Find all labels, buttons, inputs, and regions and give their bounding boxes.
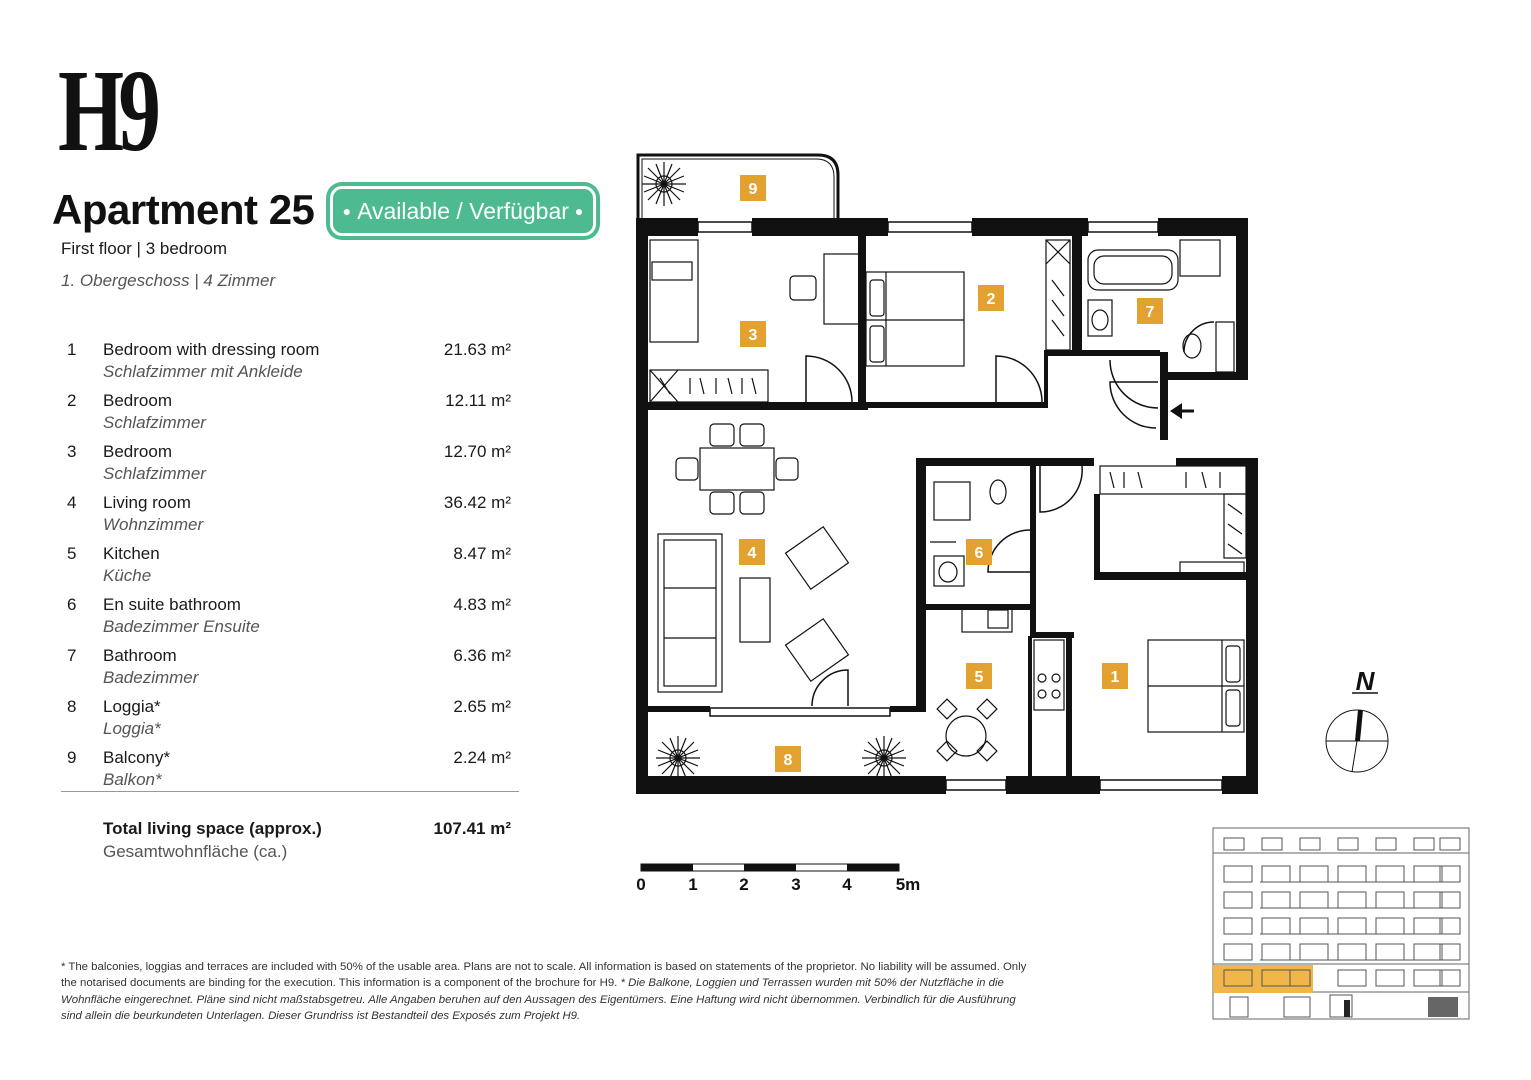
footnote-de: * Die Balkone, Loggien und Terrassen wurden mit 50% der Nutzfläche in die Wohnfläche eingerechnet. Pläne sind nicht maßstabsgetreu. Alle Angaben beruhen auf den Aussagen des Eigentümers. Eine Haftung wird nicht übernommen. Verbindlich für die Ausführung sind allein die beurkundeten Unterlagen. Dieser Grundriss ist Bestandteil des Exposés zum Projekt H9. — [61, 977, 1016, 1022]
room-label-text: 6 — [974, 545, 984, 562]
room-name-de: Wohnzimmer — [103, 515, 204, 534]
room-number: 5 — [67, 544, 77, 563]
total-label-en: Total living space (approx.) — [103, 819, 322, 838]
room-label-2 — [978, 285, 1004, 311]
room-area: 12.11 m² — [445, 391, 511, 410]
room-list — [61, 340, 519, 799]
scale-tick-label: 3 — [791, 875, 801, 894]
balcony-9 — [638, 155, 838, 218]
room-label-text: 5 — [974, 669, 984, 686]
room-name-de: Badezimmer Ensuite — [103, 617, 260, 636]
footnote — [61, 959, 1031, 1024]
building-facade-thumbnail — [1208, 824, 1474, 1024]
room-number: 1 — [67, 340, 77, 359]
list-item — [61, 493, 519, 544]
scale-bar — [630, 858, 940, 900]
room-name-en: En suite bathroom — [103, 595, 241, 614]
room-label-9 — [740, 175, 766, 201]
room-label-7 — [1137, 298, 1163, 324]
room-label-8 — [775, 746, 801, 772]
room-label-3 — [740, 321, 766, 347]
room-area: 12.70 m² — [443, 442, 511, 461]
room-name-de: Badezimmer — [103, 668, 199, 687]
dot-icon: ● — [342, 203, 352, 219]
room-number: 6 — [67, 595, 77, 614]
room-name-en: Bedroom with dressing room — [103, 340, 320, 359]
footnote-en: * The balconies, loggias and terraces are included with 50% of the usable area. Plans are not to scale. All information is based on statements of the proprietor. No liability will be assumed. Only the notarised documents are binding for the execution. This information is a component of the brochure for H9. — [61, 961, 1027, 990]
room-name-de: Küche — [103, 566, 152, 585]
north-label: N — [1355, 666, 1375, 696]
room-name-en: Kitchen — [103, 544, 160, 563]
status-label: Available / Verfügbar — [357, 197, 569, 224]
list-item — [61, 646, 519, 697]
room-label-text: 2 — [986, 291, 996, 308]
scale-tick-label: 2 — [739, 875, 749, 894]
room-name-en: Bathroom — [103, 646, 177, 665]
room-label-text: 8 — [783, 752, 793, 769]
scale-tick-label: 5m — [895, 875, 921, 894]
room-number: 9 — [67, 748, 77, 767]
list-item — [61, 340, 519, 391]
list-item — [61, 391, 519, 442]
list-item — [61, 442, 519, 493]
room-label-text: 1 — [1110, 669, 1120, 686]
dot-icon: ● — [574, 203, 584, 219]
room-area: 2.24 m² — [453, 748, 511, 767]
room-area: 8.47 m² — [453, 544, 511, 563]
room-name-en: Living room — [103, 493, 191, 512]
room-number: 3 — [67, 442, 77, 461]
room-number: 7 — [67, 646, 77, 665]
room-name-en: Balcony* — [103, 748, 171, 767]
room-label-text: 3 — [748, 327, 758, 344]
room-area: 4.83 m² — [453, 595, 511, 614]
room-number: 2 — [67, 391, 77, 410]
scale-tick-label: 4 — [842, 875, 852, 894]
room-area: 2.65 m² — [453, 697, 511, 716]
scale-tick-label: 1 — [688, 875, 698, 894]
room-name-de: Schlafzimmer — [103, 464, 206, 483]
room-label-text: 7 — [1145, 304, 1155, 321]
room-label-1 — [1102, 663, 1128, 689]
room-name-de: Schlafzimmer — [103, 413, 206, 432]
list-item — [61, 697, 519, 748]
total-area: 107.41 m² — [433, 819, 511, 838]
room-name-en: Loggia* — [103, 697, 161, 716]
status-badge — [330, 186, 596, 236]
divider — [61, 791, 519, 792]
room-name-de: Balkon* — [103, 770, 162, 789]
scale-tick-label: 0 — [636, 875, 646, 894]
room-number: 8 — [67, 697, 77, 716]
doors — [806, 322, 1214, 706]
floor-info-de: 1. Obergeschoss | 4 Zimmer — [61, 271, 276, 290]
room-area: 21.63 m² — [443, 340, 511, 359]
room-label-5 — [966, 663, 992, 689]
entrance-arrow-icon — [1170, 403, 1194, 419]
room-name-de: Loggia* — [103, 719, 161, 738]
room-area: 6.36 m² — [453, 646, 511, 665]
page-title: Apartment 25 — [52, 186, 315, 233]
room-number: 4 — [67, 493, 77, 512]
north-arrow-icon — [1318, 662, 1398, 780]
room-label-6 — [966, 539, 992, 565]
room-name-en: Bedroom — [103, 391, 172, 410]
total-label-de: Gesamtwohnfläche (ca.) — [103, 842, 288, 861]
room-name-de: Schlafzimmer mit Ankleide — [103, 362, 303, 381]
room-area: 36.42 m² — [443, 493, 511, 512]
floor-info-en: First floor | 3 bedroom — [61, 239, 227, 258]
room-label-text: 9 — [748, 181, 758, 198]
floor-plan — [620, 140, 1270, 810]
list-item — [61, 544, 519, 595]
logo: H9 — [58, 45, 156, 176]
room-name-en: Bedroom — [103, 442, 172, 461]
list-item — [61, 595, 519, 646]
room-label-text: 4 — [747, 545, 757, 562]
room-label-4 — [739, 539, 765, 565]
